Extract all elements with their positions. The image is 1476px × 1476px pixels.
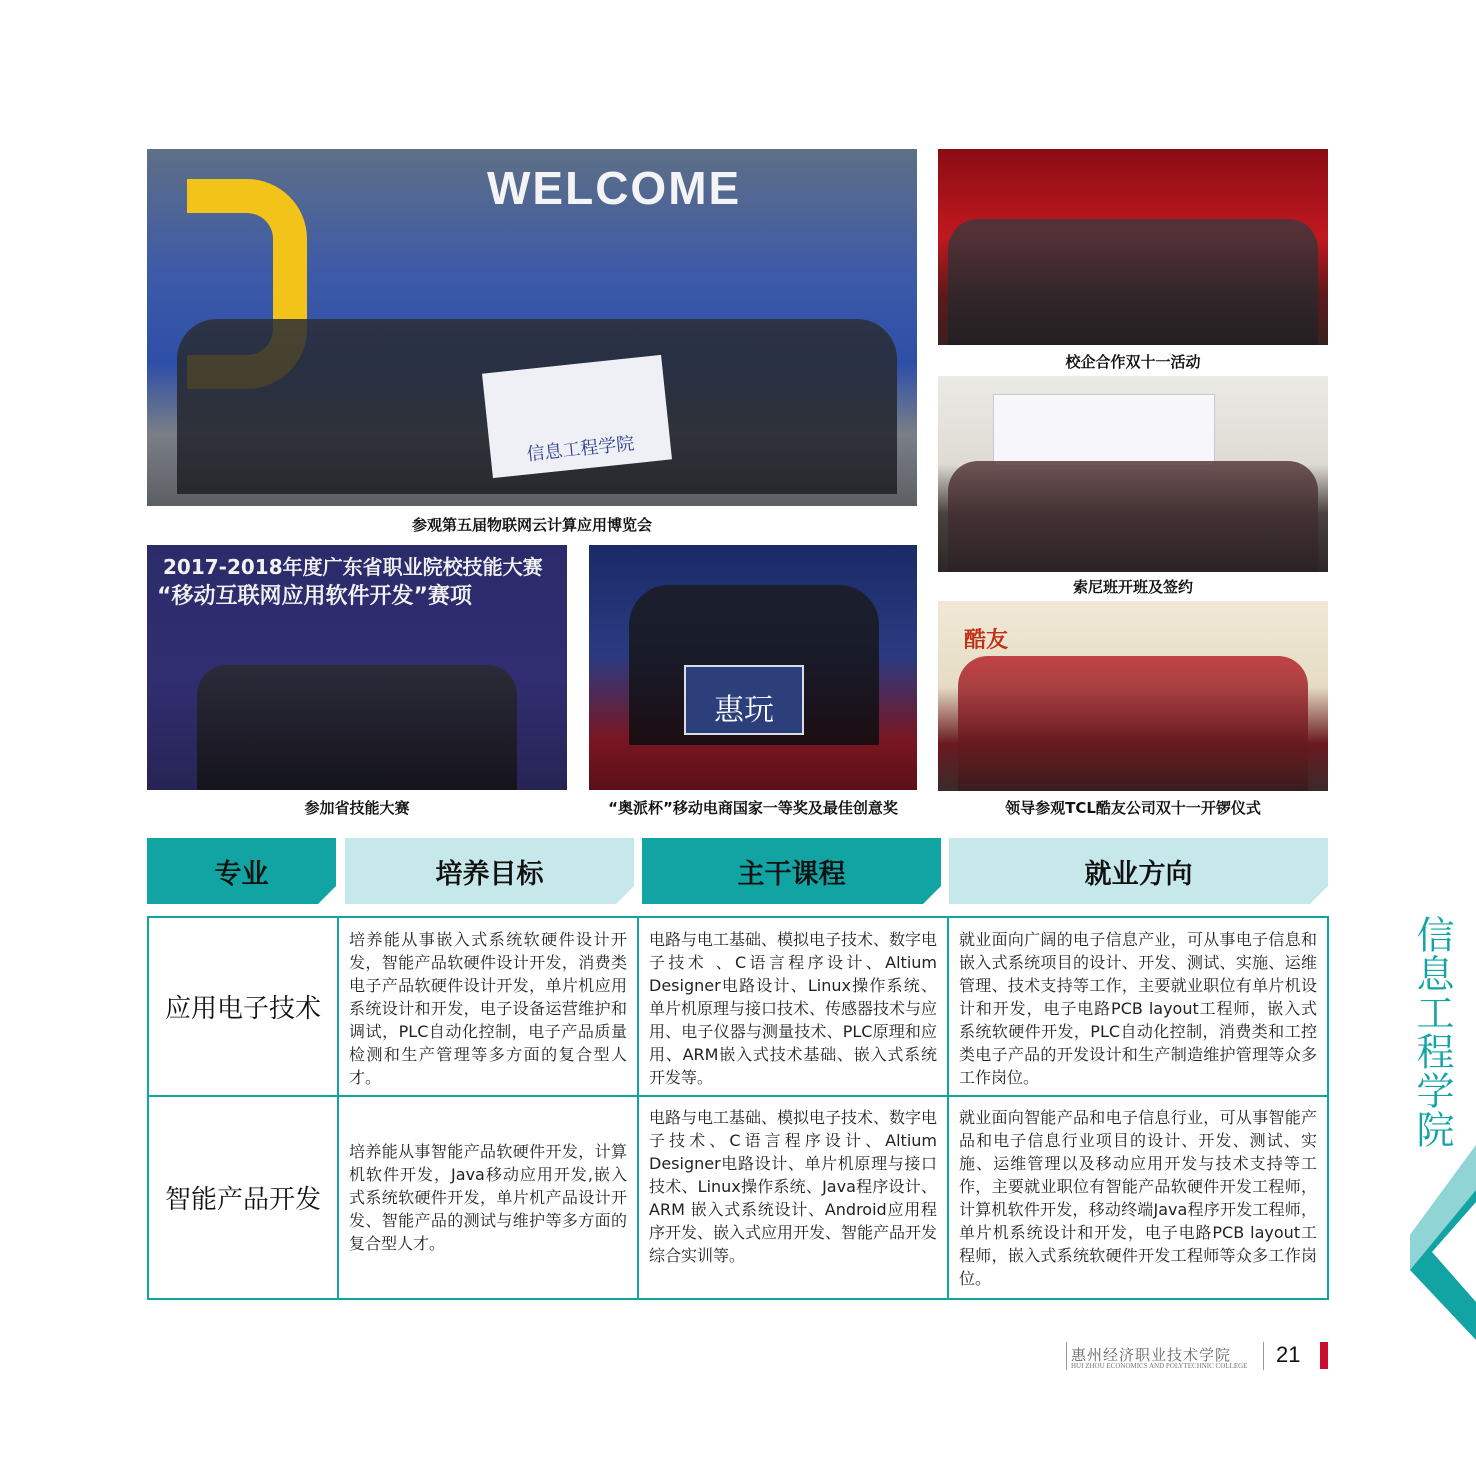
photo-tcl-event <box>938 149 1328 345</box>
caption-tcl-event: 校企合作双十一活动 <box>1065 353 1201 371</box>
row-2-career: 就业面向智能产品和电子信息行业，可从事智能产品和电子信息行业项目的设计、开发、测试、实施、运维管理以及移动应用开发与技术支持等工作，主要就业职位有智能产品软硬件开发工程师，计算机软件开发，移动终端Java程序开发工程师，单片机系统设计和开发，电子电路PCB layout工程师，嵌入式系统软硬件开发工程师等众多工作岗位。 <box>959 1108 1317 1288</box>
chevron-decoration-icon <box>1400 1140 1476 1340</box>
contest-banner-line2: “移动互联网应用软件开发”赛项 <box>157 584 472 609</box>
program-table <box>147 916 1329 1300</box>
sony-screen <box>993 394 1215 466</box>
photo-aopai-cup <box>589 545 917 790</box>
footer-separator <box>1263 1342 1264 1370</box>
college-name-cn: 惠州经济职业技术学院 <box>1071 1346 1232 1364</box>
header-goal <box>345 838 634 904</box>
expo-welcome-sign: WELCOME <box>487 162 742 214</box>
aopai-flag-text: 惠玩 <box>714 693 774 728</box>
aopai-flag <box>684 665 804 735</box>
header-courses <box>642 838 941 904</box>
kuyou-sign: 酷友 <box>964 628 1009 653</box>
caption-skills-contest: 参加省技能大赛 <box>304 799 410 817</box>
row-1-courses: 电路与电工基础、模拟电子技术、数字电子技术 、C语言程序设计、Altium Designer电路设计、Linux操作系统、单片机原理与接口技术、传感器技术与应用、电子仪器与测量技术、PLC原理和应用、ARM嵌入式技术基础、嵌入式系统开发等。 <box>649 930 938 1087</box>
row-2-courses: 电路与电工基础、模拟电子技术、数字电子技术、C语言程序设计、Altium Designer电路设计、单片机原理与接口技术、Linux操作系统、Java程序设计、ARM 嵌入式系统设计、Android应用程序开发、嵌入式应用开发、智能产品开发综合实训等。 <box>649 1108 938 1265</box>
caption-expo: 参观第五届物联网云计算应用博览会 <box>411 516 652 534</box>
contest-people <box>197 665 517 790</box>
header-career <box>949 838 1328 904</box>
kuyou-people <box>958 656 1308 791</box>
header-major <box>147 838 336 904</box>
caption-kuyou-visit: 领导参观TCL酷友公司双十一开锣仪式 <box>1005 799 1261 817</box>
caption-aopai-cup: “奥派杯”移动电商国家一等奖及最佳创意奖 <box>608 799 898 817</box>
header-goal-label: 培养目标 <box>435 858 544 890</box>
row-2-major: 智能产品开发 <box>164 1185 321 1215</box>
contest-banner-line1: 2017-2018年度广东省职业院校技能大赛 <box>163 555 543 579</box>
expo-flag-text: 信息工程学院 <box>525 433 636 466</box>
header-notch <box>318 886 336 904</box>
header-major-label: 专业 <box>214 858 269 890</box>
photo-sony-signing <box>938 376 1328 572</box>
expo-flag <box>482 355 672 478</box>
header-notch <box>1310 886 1328 904</box>
header-courses-label: 主干课程 <box>737 858 846 890</box>
caption-sony-signing: 索尼班开班及签约 <box>1072 578 1193 596</box>
header-notch <box>616 886 634 904</box>
photo-skills-contest <box>147 545 567 790</box>
footer-red-bar <box>1320 1342 1328 1369</box>
footer-separator <box>1066 1342 1067 1370</box>
row-1-major: 应用电子技术 <box>164 994 321 1024</box>
header-notch <box>923 886 941 904</box>
row-2-goal: 培养能从事智能产品软硬件开发，计算机软件开发，Java移动应用开发,嵌入式系统软硬件开发，单片机产品设计开发、智能产品的测试与维护等多方面的复合型人才。 <box>349 1142 627 1253</box>
tcl-people <box>948 219 1318 345</box>
photo-kuyou-visit <box>938 601 1328 791</box>
header-career-label: 就业方向 <box>1084 858 1193 890</box>
sony-people <box>948 461 1318 572</box>
college-name-en: HUI ZHOU ECONOMICS AND POLYTECHNIC COLLEGE <box>1071 1362 1248 1370</box>
photo-expo <box>147 149 917 506</box>
side-title: 信息工程学院 <box>1410 915 1454 1149</box>
row-1-career: 就业面向广阔的电子信息产业，可从事电子信息和嵌入式系统项目的设计、开发、测试、实施、运维管理、技术支持等工作，主要就业职位有单片机设计和开发，电子电路PCB layout工程师，嵌入式系统软硬件开发，PLC自动化控制，消费类和工控类电子产品的开发设计和生产制造维护管理等众多工作岗位。 <box>959 930 1317 1087</box>
row-1-goal: 培养能从事嵌入式系统软硬件设计开发，智能产品软硬件设计开发，消费类电子产品软硬件设计开发，单片机应用系统设计和开发，电子设备运营维护和调试，PLC自动化控制，电子产品质量检测和生产管理等多方面的复合型人才。 <box>349 930 627 1087</box>
page-number: 21 <box>1276 1342 1301 1367</box>
